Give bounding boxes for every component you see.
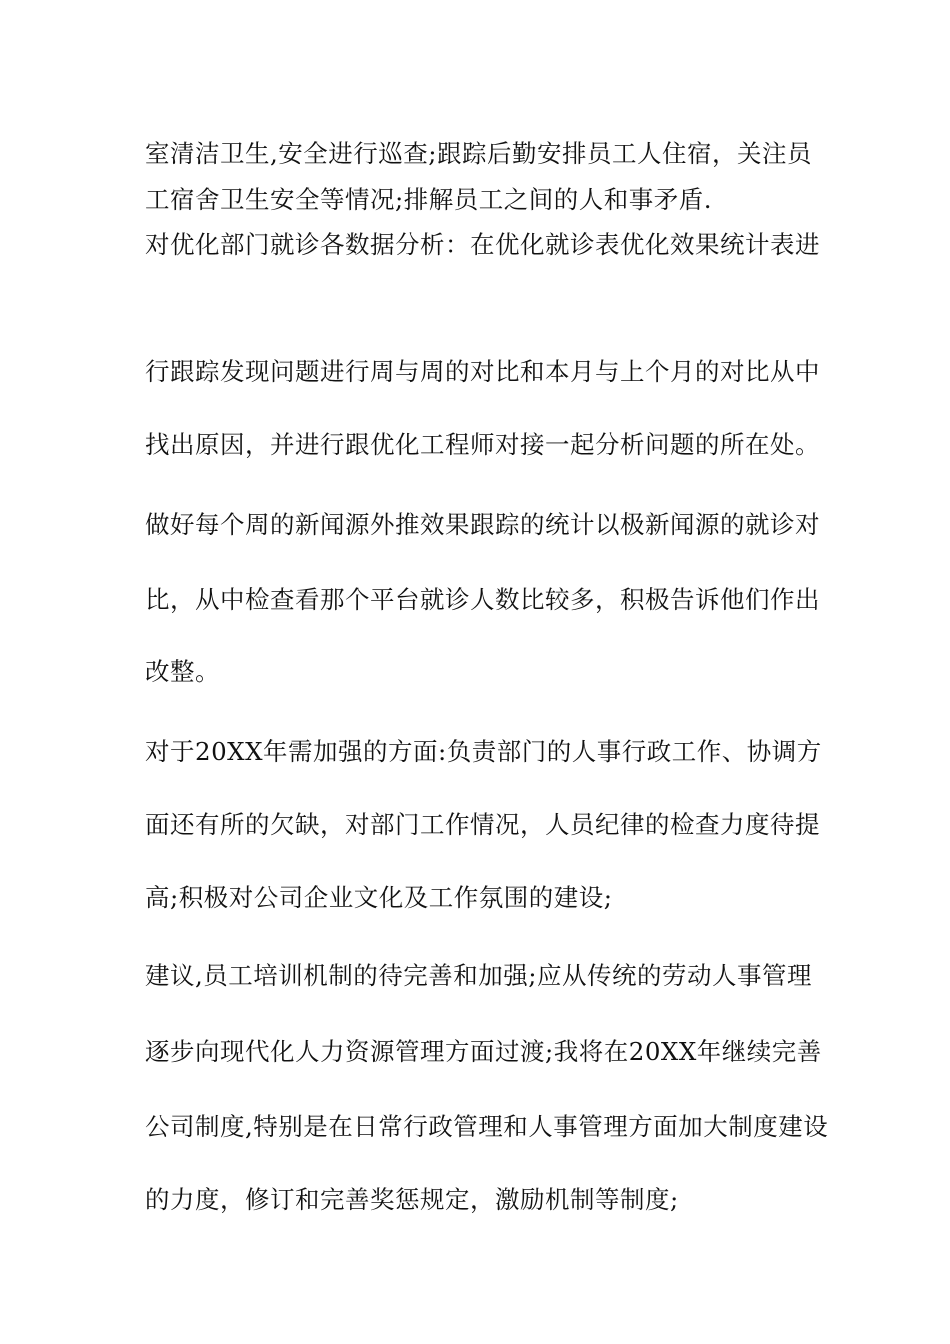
text-line: 逐步向现代化人力资源管理方面过渡;我将在20XX年继续完善 [145, 1037, 822, 1066]
text-line: 公司制度,特别是在日常行政管理和人事管理方面加大制度建设 [145, 1112, 829, 1141]
text-line: 对优化部门就诊各数据分析：在优化就诊表优化效果统计表进 [145, 230, 820, 259]
text-line: 对于20XX年需加强的方面:负责部门的人事行政工作、协调方 [145, 737, 822, 766]
text-line: 改整。 [145, 657, 220, 686]
text-line: 行跟踪发现问题进行周与周的对比和本月与上个月的对比从中 [145, 357, 820, 386]
text-line: 工宿舍卫生安全等情况;排解员工之间的人和事矛盾. [145, 185, 713, 214]
text-line: 比，从中检查看那个平台就诊人数比较多，积极告诉他们作出 [145, 585, 820, 614]
text-line: 建议,员工培训机制的待完善和加强;应从传统的劳动人事管理 [145, 961, 813, 990]
text-line: 面还有所的欠缺，对部门工作情况，人员纪律的检查力度待提 [145, 810, 820, 839]
text-line: 做好每个周的新闻源外推效果跟踪的统计以极新闻源的就诊对 [145, 510, 820, 539]
text-line: 找出原因，并进行跟优化工程师对接一起分析问题的所在处。 [145, 430, 820, 459]
text-line: 高;积极对公司企业文化及工作氛围的建设; [145, 883, 613, 912]
text-line: 室清洁卫生,安全进行巡查;跟踪后勤安排员工人住宿，关注员 [145, 139, 813, 168]
text-line: 的力度，修订和完善奖惩规定，激励机制等制度; [145, 1185, 679, 1214]
